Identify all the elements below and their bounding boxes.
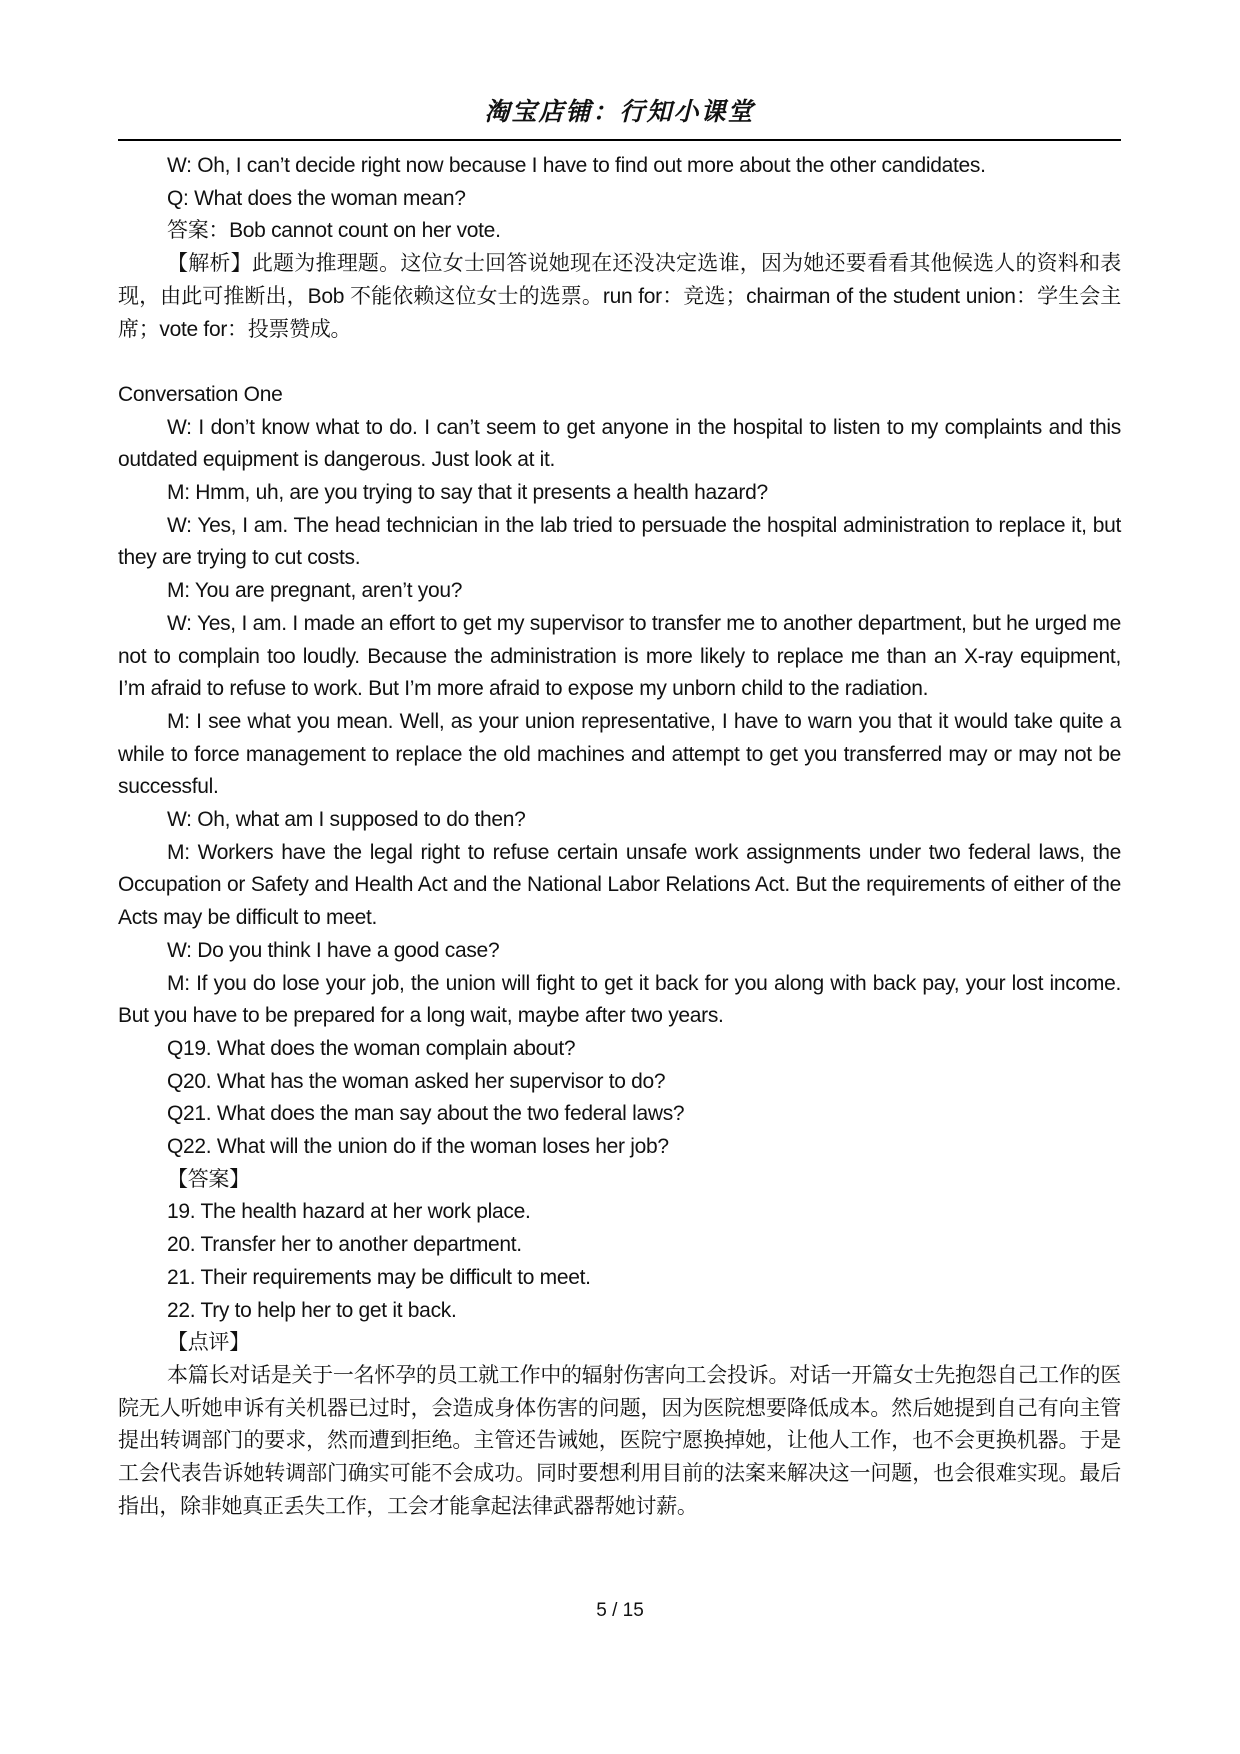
comment-paragraph: 本篇长对话是关于一名怀孕的员工就工作中的辐射伤害向工会投诉。对话一开篇女士先抱怨自己工作的医院无人听她申诉有关机器已过时，会造成身体伤害的问题，因为医院想要降低成本。然后她提到自己有向主管提出转调部门的要求，然而遭到拒绝。主管还告诫她，医院宁愿换掉她，让他人工作，也不会更换机器。于是工会代表告诉她转调部门确实可能不会成功。同时要想利用目前的法案来解决这一问题，也会很难实现。最后指出，除非她真正丢失工作，工会才能拿起法律武器帮她讨薪。 <box>118 1364 1121 1518</box>
page-header-title: 淘宝店铺：行知小课堂 <box>484 98 755 126</box>
dialogue-line: M: You are pregnant, aren’t you? <box>167 579 463 603</box>
dialogue-line: W: Do you think I have a good case? <box>167 938 500 962</box>
dialogue-line: W: Yes, I am. I made an effort to get my supervisor to transfer me to another department, but he urged me not to complain too loudly. Because the administration is more likely to replace me than an X-ray equipment, I’m afraid to refuse to work. But I’m more afraid to expose my unborn child to the radiation. <box>118 611 1121 701</box>
question-item: Q20. What has the woman asked her supervisor to do? <box>167 1069 666 1093</box>
spacer <box>118 346 1121 379</box>
question-item: Q19. What does the woman complain about? <box>167 1036 576 1060</box>
answer-item: 19. The health hazard at her work place. <box>167 1200 531 1224</box>
dialogue-line: M: Hmm, uh, are you trying to say that it presents a health hazard? <box>167 481 768 505</box>
section-title: Conversation One <box>118 382 283 406</box>
dialogue-line: W: Oh, I can’t decide right now because I have to find out more about the other candidates. <box>167 154 986 177</box>
answer-item: 22. Try to help her to get it back. <box>167 1298 457 1322</box>
question-item: Q21. What does the man say about the two federal laws? <box>167 1102 685 1126</box>
answer-item: 21. Their requirements may be difficult to meet. <box>167 1265 591 1289</box>
answer-item: 20. Transfer her to another department. <box>167 1233 522 1257</box>
answer-line: 答案：Bob cannot count on her vote. <box>167 219 501 243</box>
document-body <box>118 150 1121 1524</box>
comment-heading: 【点评】 <box>167 1331 250 1355</box>
analysis-paragraph: 【解析】此题为推理题。这位女士回答说她现在还没决定选谁，因为她还要看看其他候选人的资料和表现，由此可推断出，Bob 不能依赖这位女士的选票。run for：竞选；chairman of the student union：学生会主席；vote for：投票赞成。 <box>118 252 1121 341</box>
dialogue-line: W: Yes, I am. The head technician in the lab tried to persuade the hospital administration to replace it, but they are trying to cut costs. <box>118 513 1121 570</box>
dialogue-line: W: Oh, what am I supposed to do then? <box>167 808 526 832</box>
dialogue-line: M: If you do lose your job, the union will fight to get it back for you along with back pay, your lost income. But you have to be prepared for a long wait, maybe after two years. <box>118 971 1121 1028</box>
answers-heading: 【答案】 <box>167 1167 250 1191</box>
dialogue-line: W: I don’t know what to do. I can’t seem to get anyone in the hospital to listen to my complaints and this outdated equipment is dangerous. Just look at it. <box>118 415 1121 472</box>
page-number: 5 / 15 <box>596 1600 644 1621</box>
question-line: Q: What does the woman mean? <box>167 186 466 210</box>
dialogue-line: M: Workers have the legal right to refuse certain unsafe work assignments under two federal laws, the Occupation or Safety and Health Act and the National Labor Relations Act. But the requirements of either of the Acts may be difficult to meet. <box>118 840 1121 930</box>
question-item: Q22. What will the union do if the woman loses her job? <box>167 1135 669 1159</box>
dialogue-line: M: I see what you mean. Well, as your union representative, I have to warn you that it would take quite a while to force management to replace the old machines and attempt to get you transferred may or may not be successful. <box>118 709 1121 799</box>
header-divider <box>118 139 1121 141</box>
